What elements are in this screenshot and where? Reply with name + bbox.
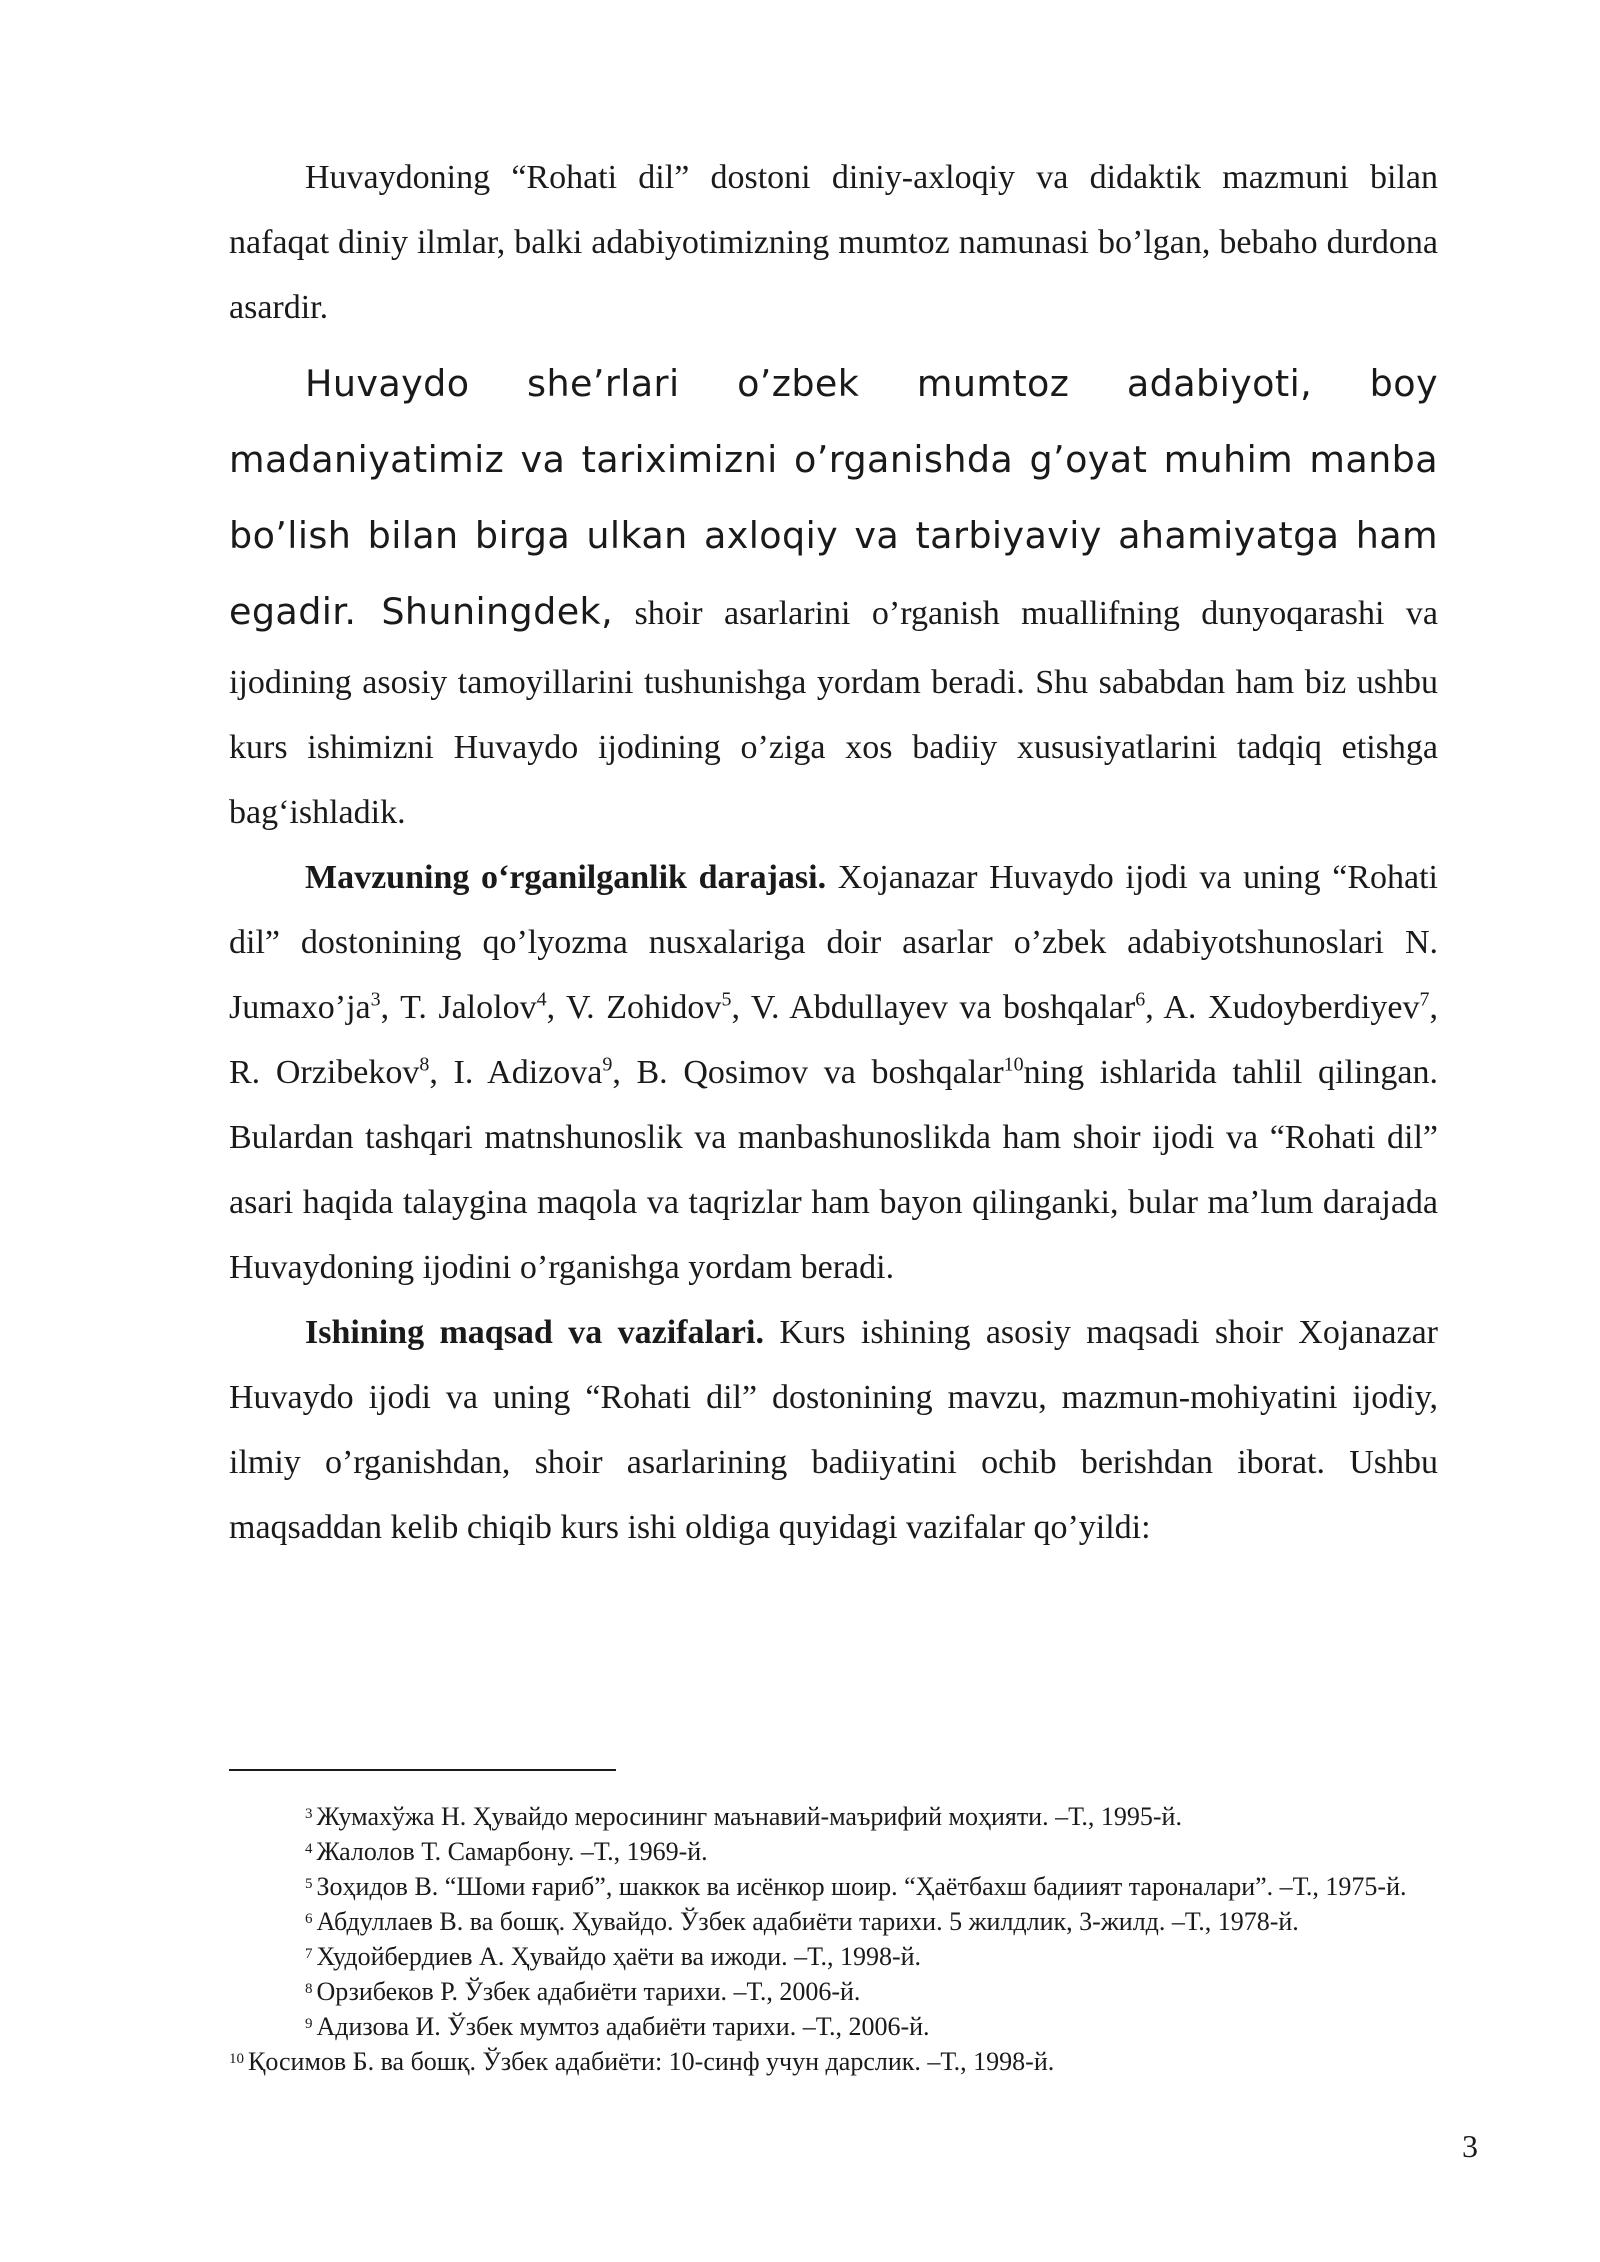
footnote-text: Орзибеков Р. Ўзбек адабиёти тарихи. –Т., 2006-й. <box>316 1977 861 2006</box>
footnote-8 <box>229 1974 1459 2009</box>
footnote-number: 7 <box>305 1946 313 1962</box>
footnote-number: 3 <box>305 1806 313 1822</box>
footnote-ref-10[interactable]: 10 <box>1003 1053 1024 1076</box>
study-level-text-9: ning ishlarida tahlil qilingan. Bulardan tashqari matnshunoslik va manbashunoslikda ham shoir ijodi va “Rohati dil” asari haqida talaygina maqola va taqrizlar ham bayon qilinganki, bular ma’lum darajada Huvaydoning ijodini o’rganishga yordam beradi. <box>229 1054 1438 1286</box>
paragraph-goals <box>229 1300 1438 1560</box>
footnote-number: 5 <box>305 1876 313 1892</box>
footnote-7 <box>229 1939 1459 1974</box>
study-level-text-5: , A. Xudoyberdiyev <box>1145 989 1420 1026</box>
footnote-6 <box>229 1904 1459 1939</box>
footnote-ref-6[interactable]: 6 <box>1135 988 1146 1011</box>
footnote-text: Жалолов Т. Самарбону. –Т., 1969-й. <box>316 1837 708 1866</box>
footnote-number: 8 <box>305 1981 313 1997</box>
footnote-text: Худойбердиев А. Ҳувайдо ҳаёти ва ижоди. –Т., 1998-й. <box>316 1942 922 1971</box>
footnote-10 <box>229 2044 1459 2079</box>
study-level-text-4: , V. Abdullayev va boshqalar <box>731 989 1136 1026</box>
footnote-text: Қосимов Б. ва бошқ. Ўзбек адабиёти: 10-синф учун дарслик. –Т., 1998-й. <box>248 2047 1055 2076</box>
footnote-ref-3[interactable]: 3 <box>370 988 381 1011</box>
footnote-ref-7[interactable]: 7 <box>1419 988 1430 1011</box>
study-level-text-7: , I. Adizova <box>429 1054 603 1091</box>
footnote-separator <box>229 1769 616 1771</box>
footnote-text: Адизова И. Ўзбек мумтоз адабиёти тарихи. –Т., 2006-й. <box>316 2012 930 2041</box>
study-level-text-1: Xojanazar Huvaydo ijodi va uning “Rohati dil” dostonining qo’lyozma nusxalariga doir asarlar o’zbek adabiyotshunoslari N. Jumaxo’ja <box>229 859 1438 1026</box>
footnote-ref-4[interactable]: 4 <box>536 988 547 1011</box>
footnote-number: 10 <box>229 2051 244 2067</box>
footnote-text: Зоҳидов В. “Шоми ғариб”, шаккок ва исёнкор шоир. “Ҳаётбахш бадиият тароналари”. –Т., 1975-й. <box>316 1872 1407 1901</box>
footnote-text: Абдуллаев В. ва бошқ. Ҳувайдо. Ўзбек адабиёти тарихи. 5 жилдлик, 3-жилд. –Т., 1978-й. <box>316 1907 1299 1936</box>
study-level-text-8: , B. Qosimov va boshqalar <box>612 1054 1004 1091</box>
footnote-5 <box>229 1869 1459 1904</box>
paragraph-significance-serif-text: shoir asarlarini o’rganish muallifning dunyoqarashi va ijodining asosiy tamoyillarini tushunishga yordam beradi. Shu sababdan ham biz ushbu kurs ishimizni Huvaydo ijodining o’ziga xos badiiy xususiyatlarini tadqiq etishga bag‘ishladik. <box>229 595 1439 831</box>
paragraph-significance <box>229 346 1438 845</box>
footnote-number: 6 <box>305 1911 313 1927</box>
footnote-text: Жумахўжа Н. Ҳувайдо меросининг маънавий-маърифий моҳияти. –Т., 1995-й. <box>316 1802 1182 1831</box>
heading-goals: Ishining maqsad va vazifalari. <box>305 1314 764 1351</box>
study-level-text-2: , T. Jalolov <box>380 989 537 1026</box>
goals-text: Kurs ishining asosiy maqsadi shoir Xojanazar Huvaydo ijodi va uning “Rohati dil” dostonining mavzu, mazmun-mohiyatini ijodiy, ilmiy o’rganishdan, shoir asarlarining badiiyatini ochib berishdan iborat. Ushbu maqsaddan kelib chiqib kurs ishi oldiga quyidagi vazifalar qo’yildi: <box>229 1314 1438 1546</box>
footnote-ref-8[interactable]: 8 <box>419 1053 430 1076</box>
page-number: 3 <box>1462 2128 1478 2164</box>
heading-study-level: Mavzuning o‘rganilganlik darajasi. <box>305 859 827 896</box>
paragraph-study-level <box>229 845 1438 1300</box>
footnote-3 <box>229 1799 1459 1834</box>
study-level-text-3: , V. Zohidov <box>546 989 722 1026</box>
study-level-text-6: , R. Orzibekov <box>229 989 1438 1091</box>
footnote-number: 4 <box>305 1841 313 1857</box>
footnote-9 <box>229 2009 1459 2044</box>
body-text <box>229 145 1438 1560</box>
footnote-ref-5[interactable]: 5 <box>721 988 732 1011</box>
paragraph-significance-sans-text: Huvaydo she’rlari o’zbek mumtoz adabiyoti, boy madaniyatimiz va tariximizni o’rganishda g’oyat muhim manba bo’lish bilan birga ulkan axloqiy va tarbiyaviy ahamiyatga ham egadir. Shuningdek, <box>229 362 1438 633</box>
footnote-ref-9[interactable]: 9 <box>602 1053 613 1076</box>
paragraph-intro: Huvaydoning “Rohati dil” dostoni diniy-axloqiy va didaktik mazmuni bilan nafaqat diniy ilmlar, balki adabiyotimizning mumtoz namunasi bo’lgan, bebaho durdona asardir. <box>229 159 1438 326</box>
footnote-number: 9 <box>305 2016 313 2032</box>
footnote-4 <box>229 1834 1459 1869</box>
footnotes <box>229 1799 1459 2079</box>
